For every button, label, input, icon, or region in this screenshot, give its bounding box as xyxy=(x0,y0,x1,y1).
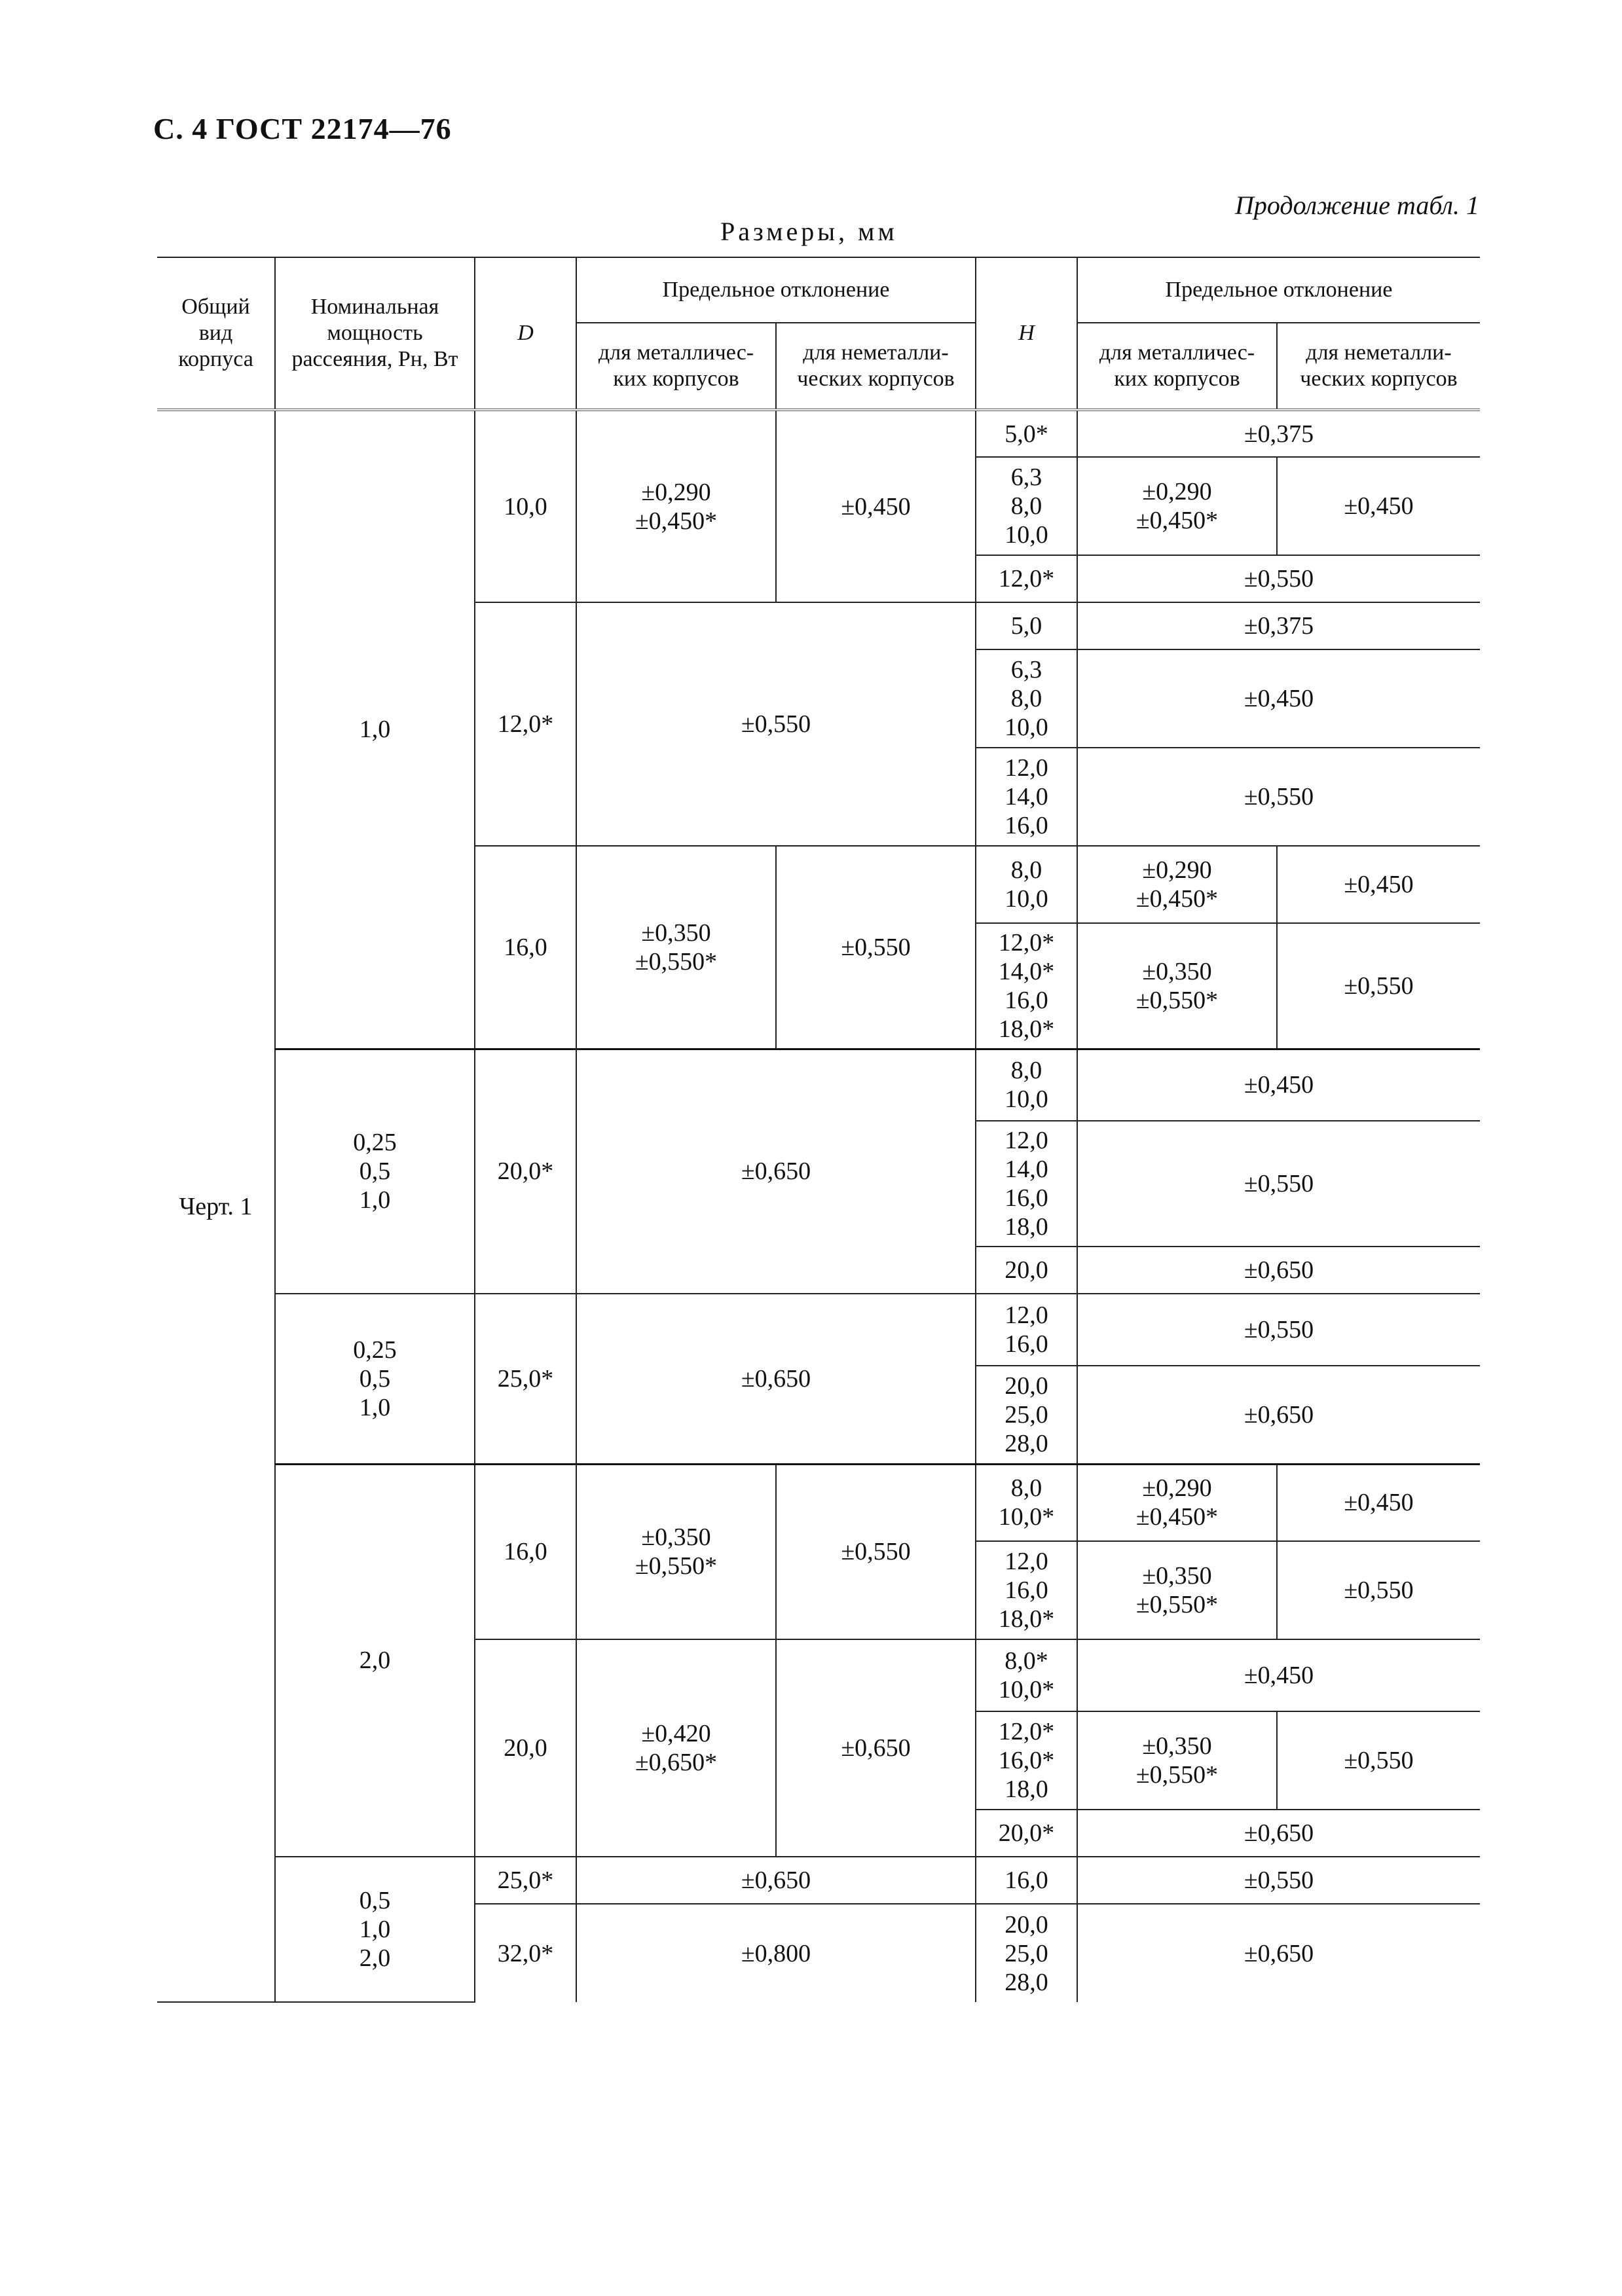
h-dev-cell: ±0,450 xyxy=(1077,1639,1480,1711)
d-cell: 25,0* xyxy=(475,1294,576,1464)
h-cell: 12,0* 16,0* 18,0 xyxy=(976,1711,1077,1810)
page-header: С. 4 ГОСТ 22174—76 xyxy=(153,112,452,145)
h-cell: 8,0 10,0 xyxy=(976,846,1077,923)
h-metal-cell: ±0,350 ±0,550* xyxy=(1077,923,1277,1049)
h-nonmetal-cell: ±0,550 xyxy=(1277,1541,1480,1639)
header-nonmetal-d: для неметалли- ческих корпусов xyxy=(776,323,976,410)
d-cell: 16,0 xyxy=(475,846,576,1049)
h-cell: 12,0 14,0 16,0 xyxy=(976,748,1077,846)
h-cell: 12,0 16,0 18,0* xyxy=(976,1541,1077,1639)
h-cell: 8,0 10,0* xyxy=(976,1464,1077,1541)
h-cell: 12,0* xyxy=(976,555,1077,602)
h-dev-cell: ±0,650 xyxy=(1077,1904,1480,2002)
header-nominal-power: Номинальная мощность рассеяния, Pн, Вт xyxy=(275,257,475,410)
h-cell: 20,0 25,0 28,0 xyxy=(976,1366,1077,1464)
h-cell: 6,3 8,0 10,0 xyxy=(976,457,1077,555)
table-continuation-label: Продолжение табл. 1 xyxy=(1234,191,1479,220)
header-h: H xyxy=(976,257,1077,410)
d-cell: 20,0 xyxy=(475,1639,576,1857)
d-cell: 25,0* xyxy=(475,1857,576,1904)
d-metal-cell: ±0,350 ±0,550* xyxy=(576,1464,776,1639)
d-metal-cell: ±0,290 ±0,450* xyxy=(576,410,776,602)
h-cell: 5,0 xyxy=(976,602,1077,649)
h-cell: 20,0* xyxy=(976,1810,1077,1857)
h-dev-cell: ±0,375 xyxy=(1077,410,1480,457)
h-cell: 16,0 xyxy=(976,1857,1077,1904)
h-nonmetal-cell: ±0,550 xyxy=(1277,1711,1480,1810)
h-dev-cell: ±0,550 xyxy=(1077,1857,1480,1904)
h-dev-cell: ±0,550 xyxy=(1077,748,1480,846)
h-cell: 20,0 25,0 28,0 xyxy=(976,1904,1077,2002)
h-cell: 8,0* 10,0* xyxy=(976,1639,1077,1711)
h-nonmetal-cell: ±0,450 xyxy=(1277,846,1480,923)
header-metal-d: для металличес- ких корпусов xyxy=(576,323,776,410)
h-nonmetal-cell: ±0,450 xyxy=(1277,1464,1480,1541)
h-cell: 5,0* xyxy=(976,410,1077,457)
h-dev-cell: ±0,650 xyxy=(1077,1366,1480,1464)
d-dev-cell: ±0,650 xyxy=(576,1857,976,1904)
d-dev-cell: ±0,650 xyxy=(576,1294,976,1464)
header-limit-deviation-h: Предельное отклонение xyxy=(1077,257,1480,323)
view-cell: Черт. 1 xyxy=(157,410,275,2002)
power-cell: 2,0 xyxy=(275,1464,475,1857)
header-metal-h: для металличес- ких корпусов xyxy=(1077,323,1277,410)
h-cell: 12,0* 14,0* 16,0 18,0* xyxy=(976,923,1077,1049)
h-cell: 8,0 10,0 xyxy=(976,1049,1077,1121)
power-cell: 0,5 1,0 2,0 xyxy=(275,1857,475,2002)
h-metal-cell: ±0,350 ±0,550* xyxy=(1077,1711,1277,1810)
h-dev-cell: ±0,550 xyxy=(1077,1294,1480,1366)
table-units-caption: Размеры, мм xyxy=(720,217,898,246)
h-dev-cell: ±0,450 xyxy=(1077,1049,1480,1121)
header-d: D xyxy=(475,257,576,410)
h-dev-cell: ±0,450 xyxy=(1077,649,1480,748)
h-metal-cell: ±0,290 ±0,450* xyxy=(1077,457,1277,555)
d-nonmetal-cell: ±0,650 xyxy=(776,1639,976,1857)
d-dev-cell: ±0,800 xyxy=(576,1904,976,2002)
header-limit-deviation-d: Предельное отклонение xyxy=(576,257,976,323)
d-cell: 20,0* xyxy=(475,1049,576,1294)
power-cell: 1,0 xyxy=(275,410,475,1049)
h-metal-cell: ±0,350 ±0,550* xyxy=(1077,1541,1277,1639)
h-metal-cell: ±0,290 ±0,450* xyxy=(1077,846,1277,923)
h-nonmetal-cell: ±0,550 xyxy=(1277,923,1480,1049)
d-cell: 12,0* xyxy=(475,602,576,846)
h-metal-cell: ±0,290 ±0,450* xyxy=(1077,1464,1277,1541)
h-nonmetal-cell: ±0,450 xyxy=(1277,457,1480,555)
h-dev-cell: ±0,375 xyxy=(1077,602,1480,649)
d-metal-cell: ±0,350 ±0,550* xyxy=(576,846,776,1049)
d-cell: 16,0 xyxy=(475,1464,576,1639)
d-nonmetal-cell: ±0,450 xyxy=(776,410,976,602)
d-nonmetal-cell: ±0,550 xyxy=(776,1464,976,1639)
d-dev-cell: ±0,550 xyxy=(576,602,976,846)
d-cell: 32,0* xyxy=(475,1904,576,2002)
h-dev-cell: ±0,650 xyxy=(1077,1247,1480,1294)
header-general-view: Общий вид корпуса xyxy=(157,257,275,410)
h-cell: 12,0 16,0 xyxy=(976,1294,1077,1366)
power-cell: 0,25 0,5 1,0 xyxy=(275,1294,475,1464)
dimensions-table-wrapper xyxy=(157,257,1480,2003)
h-cell: 6,3 8,0 10,0 xyxy=(976,649,1077,748)
h-cell: 20,0 xyxy=(976,1247,1077,1294)
h-cell: 12,0 14,0 16,0 18,0 xyxy=(976,1121,1077,1247)
h-dev-cell: ±0,550 xyxy=(1077,1121,1480,1247)
d-nonmetal-cell: ±0,550 xyxy=(776,846,976,1049)
d-dev-cell: ±0,650 xyxy=(576,1049,976,1294)
d-cell: 10,0 xyxy=(475,410,576,602)
d-metal-cell: ±0,420 ±0,650* xyxy=(576,1639,776,1857)
header-nonmetal-h: для неметалли- ческих корпусов xyxy=(1277,323,1480,410)
power-cell: 0,25 0,5 1,0 xyxy=(275,1049,475,1294)
dimensions-table xyxy=(157,257,1480,2003)
h-dev-cell: ±0,550 xyxy=(1077,555,1480,602)
h-dev-cell: ±0,650 xyxy=(1077,1810,1480,1857)
